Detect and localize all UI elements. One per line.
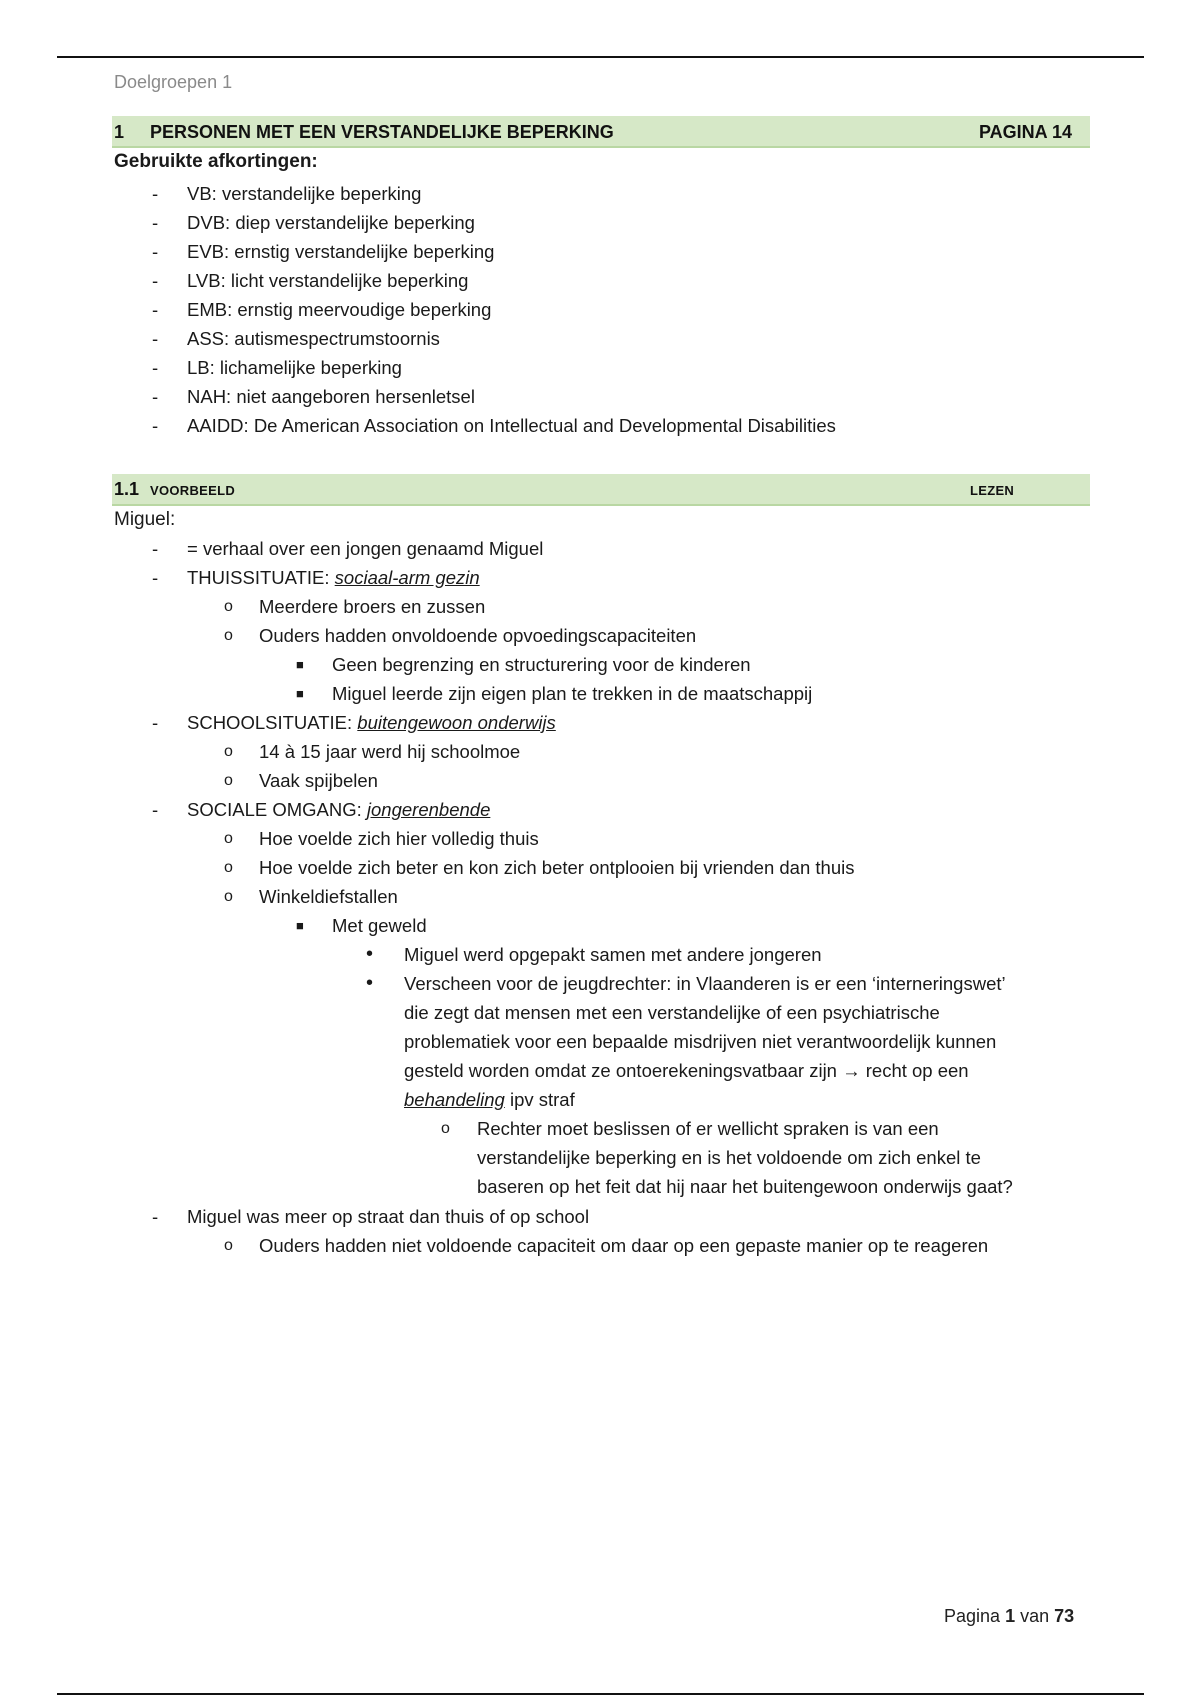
list-item: = verhaal over een jongen genaamd Miguel <box>187 538 544 559</box>
list-item: EMB: ernstig meervoudige beperking <box>187 299 492 320</box>
list-item: LB: lichamelijke beperking <box>187 357 402 378</box>
page-footer: Pagina 1 van 73 <box>944 1606 1075 1626</box>
section-heading-1 <box>112 116 1090 148</box>
list-item-continuation: gesteld worden omdat ze ontoerekeningsvatbaar zijn → recht op een <box>404 1060 969 1081</box>
total-pages: 73 <box>1054 1606 1075 1626</box>
list-item: SOCIALE OMGANG: jongerenbende <box>187 799 491 820</box>
list-item: 14 à 15 jaar werd hij schoolmoe <box>259 741 521 762</box>
list-item-continuation: verstandelijke beperking en is het voldoende om zich enkel te <box>477 1147 981 1168</box>
subsection-right-label: LEZEN <box>970 483 1015 498</box>
subsection-title: VOORBEELD <box>150 483 236 498</box>
running-header: Doelgroepen 1 <box>114 72 233 92</box>
list-item: SCHOOLSITUATIE: buitengewoon onderwijs <box>187 712 556 733</box>
example-label: Miguel: <box>114 509 176 530</box>
list-item: Met geweld <box>332 915 427 936</box>
section-heading-1-1 <box>112 474 1090 506</box>
subsection-number: 1.1 <box>114 479 140 499</box>
section-page-ref: PAGINA 14 <box>978 122 1072 142</box>
list-item: Hoe voelde zich hier volledig thuis <box>259 828 539 849</box>
list-item: ASS: autismespectrumstoornis <box>187 328 440 349</box>
list-item-continuation: behandeling ipv straf <box>404 1089 575 1110</box>
list-item: Winkeldiefstallen <box>259 886 398 907</box>
list-item: Meerdere broers en zussen <box>259 596 486 617</box>
list-item: Rechter moet beslissen of er wellicht spraken is van een <box>477 1118 939 1139</box>
list-item: Ouders hadden onvoldoende opvoedingscapaciteiten <box>259 625 697 646</box>
section-title: PERSONEN MET EEN VERSTANDELIJKE BEPERKING <box>150 122 614 142</box>
list-item: Miguel leerde zijn eigen plan te trekken in de maatschappij <box>332 683 813 704</box>
list-item: Miguel was meer op straat dan thuis of op school <box>187 1206 590 1227</box>
list-item: LVB: licht verstandelijke beperking <box>187 270 469 291</box>
list-item-continuation: die zegt dat mensen met een verstandelijke of een psychiatrische <box>404 1002 940 1023</box>
list-item: DVB: diep verstandelijke beperking <box>187 212 475 233</box>
list-item: THUISSITUATIE: sociaal-arm gezin <box>187 567 480 588</box>
top-rule <box>57 56 1144 58</box>
list-item-continuation: baseren op het feit dat hij naar het buitengewoon onderwijs gaat? <box>477 1176 1013 1197</box>
section-number: 1 <box>114 122 125 142</box>
list-item: AAIDD: De American Association on Intellectual and Developmental Disabilities <box>187 415 836 436</box>
list-item: VB: verstandelijke beperking <box>187 183 422 204</box>
list-item: Vaak spijbelen <box>259 770 378 791</box>
abbreviations-label: Gebruikte afkortingen: <box>114 151 318 172</box>
list-item: NAH: niet aangeboren hersenletsel <box>187 386 475 407</box>
list-item-continuation: problematiek voor een bepaalde misdrijven niet verantwoordelijk kunnen <box>404 1031 997 1052</box>
list-item: Verscheen voor de jeugdrechter: in Vlaanderen is er een ‘interneringswet’ <box>404 973 1006 994</box>
list-item: Geen begrenzing en structurering voor de kinderen <box>332 654 751 675</box>
list-item: Hoe voelde zich beter en kon zich beter ontplooien bij vrienden dan thuis <box>259 857 855 878</box>
current-page-number: 1 <box>1005 1606 1016 1626</box>
list-item: Ouders hadden niet voldoende capaciteit om daar op een gepaste manier op te reageren <box>259 1235 989 1256</box>
list-item: EVB: ernstig verstandelijke beperking <box>187 241 495 262</box>
list-item: Miguel werd opgepakt samen met andere jongeren <box>404 944 822 965</box>
bottom-rule <box>57 1693 1144 1695</box>
